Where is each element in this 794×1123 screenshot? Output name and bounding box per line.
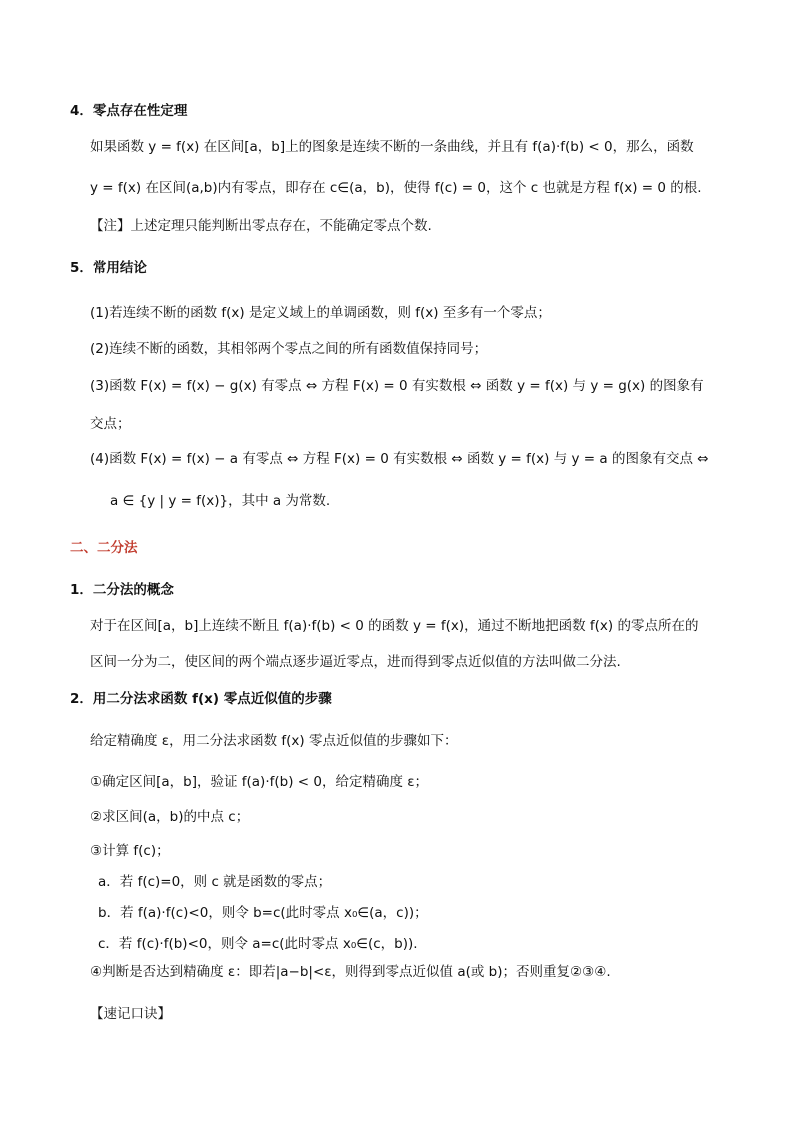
- section-5-item-2: (2)连续不断的函数，其相邻两个零点之间的所有函数值保持同号；: [90, 341, 488, 357]
- section-4-title: 4．零点存在性定理: [70, 103, 188, 119]
- step-1: ①确定区间[a，b]，验证 f(a)·f(b) < 0，给定精确度 ε；: [90, 774, 429, 790]
- section-5-item-1: (1)若连续不断的函数 f(x) 是定义域上的单调函数，则 f(x) 至多有一个零点；: [90, 305, 551, 321]
- section-4-line-2: y = f(x) 在区间(a,b)内有零点，即存在 c∈(a，b)，使得 f(c) = 0，这个 c 也就是方程 f(x) = 0 的根.: [90, 180, 702, 196]
- section-5-title: 5．常用结论: [70, 260, 147, 276]
- section-5-item-3a: (3)函数 F(x) = f(x) − g(x) 有零点 ⇔ 方程 F(x) = 0 有实数根 ⇔ 函数 y = f(x) 与 y = g(x) 的图象有: [90, 378, 704, 394]
- step-3c: c．若 f(c)·f(b)<0，则令 a=c(此时零点 x₀∈(c，b)).: [98, 936, 418, 952]
- part-2-title: 二、二分法: [70, 540, 138, 556]
- part-2-intro: 给定精确度 ε，用二分法求函数 f(x) 零点近似值的步骤如下：: [90, 733, 458, 749]
- section-4-note: 【注】上述定理只能判断出零点存在，不能确定零点个数.: [90, 218, 432, 234]
- part-2-p1-line-1: 对于在区间[a，b]上连续不断且 f(a)·f(b) < 0 的函数 y = f(x)，通过不断地把函数 f(x) 的零点所在的: [90, 618, 699, 634]
- step-3: ③计算 f(c)；: [90, 843, 170, 859]
- part-2-p1-line-2: 区间一分为二，使区间的两个端点逐步逼近零点，进而得到零点近似值的方法叫做二分法.: [90, 654, 621, 670]
- section-4-line-1: 如果函数 y = f(x) 在区间[a，b]上的图象是连续不断的一条曲线，并且有 f(a)·f(b) < 0，那么，函数: [90, 139, 694, 155]
- step-4: ④判断是否达到精确度 ε：即若|a−b|<ε，则得到零点近似值 a(或 b)；否则重复②③④.: [90, 964, 611, 980]
- step-3b: b．若 f(a)·f(c)<0，则令 b=c(此时零点 x₀∈(a，c))；: [98, 905, 428, 921]
- mnemonic-heading: 【速记口诀】: [90, 1006, 171, 1022]
- part-2-subtitle-1: 1．二分法的概念: [70, 582, 174, 598]
- part-2-subtitle-2: 2．用二分法求函数 f(x) 零点近似值的步骤: [70, 691, 332, 707]
- section-5-item-4b: a ∈ {y | y = f(x)}，其中 a 为常数.: [110, 493, 331, 509]
- step-2: ②求区间(a，b)的中点 c；: [90, 809, 250, 825]
- section-5-item-4a: (4)函数 F(x) = f(x) − a 有零点 ⇔ 方程 F(x) = 0 有实数根 ⇔ 函数 y = f(x) 与 y = a 的图象有交点 ⇔: [90, 451, 709, 467]
- step-3a: a．若 f(c)=0，则 c 就是函数的零点；: [98, 874, 332, 890]
- section-5-item-3b: 交点；: [90, 416, 131, 432]
